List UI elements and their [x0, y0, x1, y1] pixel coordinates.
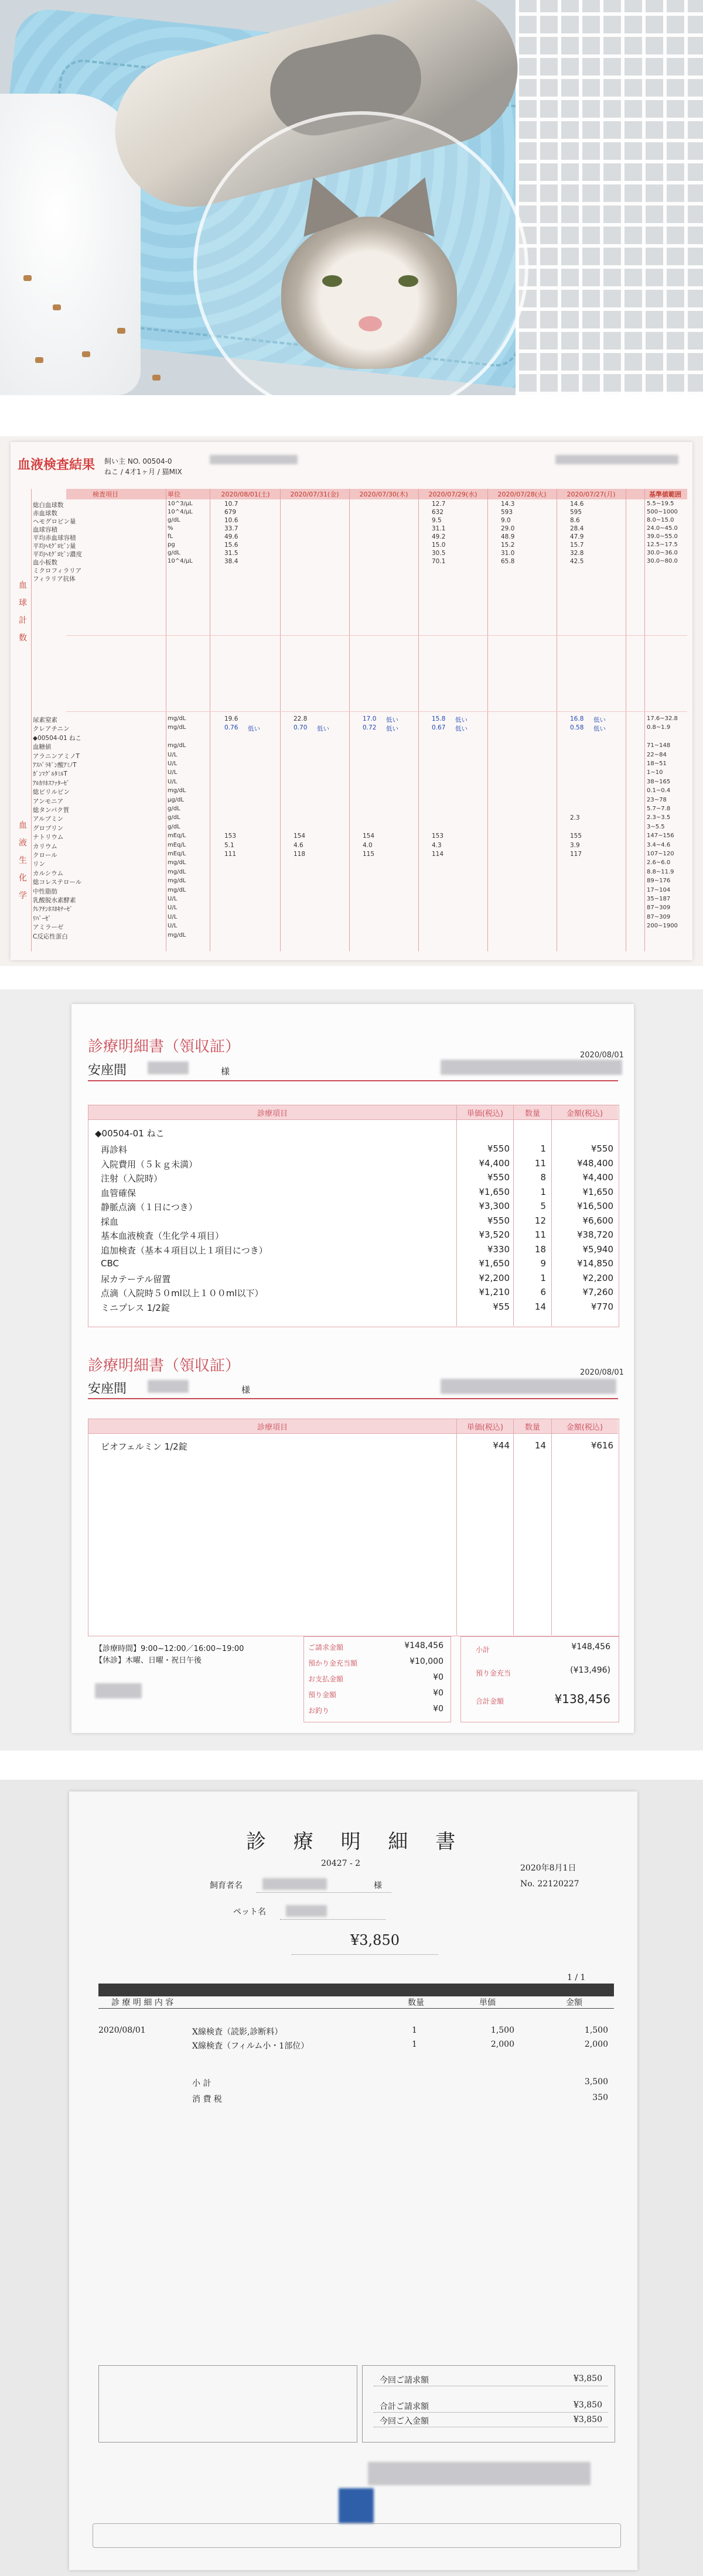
cage-wall — [516, 0, 703, 395]
test-item: リン — [33, 861, 45, 868]
line-amount: 1,500 — [584, 2026, 608, 2035]
test-unit: mg/dL — [168, 868, 186, 875]
test-item: ミクロフィラリア — [33, 567, 82, 574]
summary-label: 預り金額 — [308, 1691, 337, 1699]
test-item: 乳酸脱水素酵素 — [33, 897, 76, 904]
test-value: 593 — [501, 509, 513, 516]
low-flag: 低い — [386, 717, 398, 724]
reference-range: 17.6~32.8 — [647, 715, 678, 722]
test-item: 平均ﾍﾓｸﾞﾛﾋﾞﾝ量 — [33, 543, 76, 550]
report-title: 血液検査結果 — [18, 458, 95, 472]
test-value: 17.0 — [363, 715, 377, 722]
test-value: 47.9 — [570, 533, 584, 540]
test-item: 平均ﾍﾓｸﾞﾛﾋﾞﾝ濃度 — [33, 551, 82, 558]
item-amount: ¥4,400 — [582, 1172, 613, 1183]
reference-range: 2.6~6.0 — [647, 859, 671, 866]
item-qty: 6 — [540, 1287, 546, 1297]
xray-statement: 診 療 明 細 書 20427 - 2 2020年8月1日 No. 22120227 飼育者名 様 ペット名 ¥3,850 1 / 1 診 療 明 細 内 容 数量 単価 金額 2020/08/01 X線検査（読影,診断料） 1 1,500 1,500 X線検査（フィルム小・1部位） 1 2,000 2,000 小 計 3,500 消 費 税 350 今回ご請求額 ¥3,850 合計ご請求額 ¥3,850 今回ご入金額 ¥3,850 — [0, 1780, 703, 2576]
item-amount: ¥770 — [591, 1301, 613, 1312]
test-value: 118 — [294, 851, 306, 858]
item-price: ¥550 — [487, 1215, 510, 1226]
item-price: ¥55 — [493, 1301, 510, 1312]
item-price: ¥2,200 — [479, 1272, 510, 1283]
test-item: 総ビリルビン — [33, 789, 70, 796]
item-price: ¥3,300 — [479, 1201, 510, 1211]
test-item: ◆00504-01 ねこ — [33, 734, 81, 742]
test-item: アラニンアミノT — [33, 752, 80, 760]
item-price: ¥330 — [487, 1244, 510, 1255]
line-price: 1,500 — [490, 2026, 514, 2035]
item-qty: 8 — [540, 1172, 546, 1183]
test-value: 31.1 — [432, 525, 446, 532]
test-item: 血球容積 — [33, 526, 57, 533]
summary-label: お釣り — [308, 1707, 330, 1715]
reference-range: 71~148 — [647, 742, 671, 749]
test-value: 632 — [432, 509, 444, 516]
test-item: グロブリン — [33, 824, 64, 832]
test-unit: U/L — [168, 761, 178, 767]
summary-value: ¥148,456 — [404, 1641, 443, 1650]
reference-range: 200~1900 — [647, 923, 678, 930]
test-value: 4.6 — [294, 841, 303, 849]
item-amount: ¥7,260 — [582, 1287, 613, 1297]
item-name: 点滴（入院時５０ml以上１００ml以下） — [101, 1288, 264, 1299]
test-item: ｱﾙｶﾘﾎｽﾌｧﾀｰｾﾞ — [33, 779, 70, 787]
discount: (¥13,496) — [570, 1666, 610, 1675]
line-desc: X線検査（フィルム小・1部位） — [192, 2041, 309, 2051]
test-item: ヘモグロビン量 — [33, 518, 76, 525]
receipt-itemized: 診療明細書（領収証） 安座間 様 2020/08/01 診療項目 単価(税込) 数量 金額(税込) ◆00504-01 ねこ 再診料 ¥550 1 ¥550 入院費用（５ｋｇ未満） ¥4,400 11 ¥48,400 注射（入院時） ¥550 8 ¥4,400 血管確保 ¥1,650 1 ¥1,650 静脈点滴（１日につき） ¥3,300 5 ¥16,500 採血 ¥550 12 ¥6,600 基本血液検査（生化学４項目） ¥3,520 11 ¥38,720 追加検査（基本４項目以上１項目につき） ¥330 18 ¥5,940 CBC ¥1,650 9 ¥14,850 尿カテーテル留置 ¥2,200 1 ¥2,200 点滴（入院時５０ml以上１００ml以下） ¥1,210 6 ¥7,260 ミニプレス 1/2錠 ¥55 14 ¥770 診療明細書（領収証） 安座間 様 2020/08/01 診療項目 単価(税込) 数量 金額(税込) ビオフェルミン 1/2錠 ¥44 14 ¥616 【診療時間】9:00~12:00／16:00~19:00 【休診】木曜、日曜・祝日午後 ご請求金額 ¥148,456 預かり金充当額 ¥10,000 お支払金額 ¥0 預り金額 ¥0 お釣り ¥0 小計 ¥148,456 預り金充当 (¥13,496) 合計金額 ¥138,456 — [0, 989, 703, 1751]
item-price: ¥550 — [487, 1172, 510, 1183]
item-amount: ¥2,200 — [582, 1272, 613, 1283]
test-value: 31.0 — [501, 550, 515, 557]
test-item: C反応性蛋白 — [33, 933, 68, 940]
item-amount: ¥48,400 — [576, 1157, 613, 1169]
summary-value: ¥0 — [433, 1688, 443, 1698]
item-name: 血管確保 — [101, 1187, 136, 1198]
statement-date: 2020年8月1日 — [520, 1864, 576, 1873]
low-flag: 低い — [317, 725, 329, 733]
test-item: クレアチニン — [33, 725, 70, 733]
test-unit: U/L — [168, 751, 178, 758]
item-price: ¥4,400 — [479, 1157, 510, 1169]
test-item: ｶﾞﾝﾏｸﾞﾙﾀﾐﾙT — [33, 770, 67, 778]
test-value: 49.2 — [432, 533, 446, 540]
test-unit: U/L — [168, 896, 178, 902]
total-amount: ¥138,456 — [554, 1692, 610, 1706]
test-value: 114 — [432, 851, 444, 858]
test-item: 平均赤血球容積 — [33, 535, 76, 542]
item-qty: 14 — [534, 1301, 546, 1312]
summary-value: ¥0 — [433, 1673, 443, 1682]
reference-range: 8.0~15.0 — [647, 517, 674, 523]
test-item: ｸﾚｱﾁﾝﾎｽﾎｷﾅｰｾﾞ — [33, 906, 73, 913]
test-unit: 10^3/μL — [168, 501, 193, 507]
reference-range: 107~120 — [647, 851, 674, 857]
test-unit: mg/dL — [168, 715, 186, 722]
test-unit: U/L — [168, 913, 178, 920]
test-item: アルブミン — [33, 816, 64, 823]
test-item: クロール — [33, 852, 57, 859]
subtotal: ¥148,456 — [571, 1642, 610, 1652]
test-value: 0.70 — [294, 724, 308, 732]
low-flag: 低い — [593, 725, 606, 733]
test-value: 8.6 — [570, 517, 580, 524]
test-value: 10.6 — [224, 517, 238, 524]
test-value: 31.5 — [224, 550, 238, 557]
section-label-chem: 血液生化学 — [19, 821, 27, 900]
test-unit: g/dL — [168, 823, 180, 830]
test-unit: U/L — [168, 778, 178, 785]
item-qty: 5 — [540, 1201, 546, 1211]
test-value: 15.2 — [501, 542, 515, 549]
item-name: ミニプレス 1/2錠 — [101, 1302, 170, 1313]
test-unit: g/dL — [168, 517, 180, 523]
reference-range: 87~309 — [647, 905, 671, 912]
test-value: 3.9 — [570, 841, 580, 849]
item-name: 尿カテーテル留置 — [101, 1273, 171, 1284]
test-value: 4.0 — [363, 841, 373, 849]
low-flag: 低い — [386, 725, 398, 733]
test-unit: U/L — [168, 905, 178, 912]
line-qty: 1 — [412, 2040, 417, 2049]
reference-range: 8.8~11.9 — [647, 868, 674, 875]
reference-range: 22~84 — [647, 751, 667, 758]
item-name: 採血 — [101, 1216, 119, 1227]
test-unit: mg/dL — [168, 742, 186, 749]
section-label-cbc: 血球計数 — [19, 581, 27, 643]
line-amount: 2,000 — [584, 2040, 608, 2049]
item-amount: ¥16,500 — [576, 1201, 613, 1211]
test-unit: g/dL — [168, 550, 180, 556]
reference-range: 39.0~55.0 — [647, 533, 678, 540]
item-amount: ¥14,850 — [576, 1258, 613, 1269]
test-value: 28.4 — [570, 525, 584, 532]
cat-photo — [0, 0, 703, 395]
item-name: 追加検査（基本４項目以上１項目につき） — [101, 1245, 268, 1256]
test-value: 15.8 — [432, 715, 446, 722]
test-value: 65.8 — [501, 558, 515, 565]
date-header: 2020/07/31(金) — [290, 491, 339, 498]
item-amount: ¥6,600 — [582, 1215, 613, 1226]
summary-label: ご請求金額 — [308, 1643, 344, 1652]
test-item: 血糖値 — [33, 744, 52, 751]
test-value: 153 — [224, 833, 237, 840]
test-unit: mEq/L — [168, 833, 186, 840]
item-name: ビオフェルミン 1/2錠 — [101, 1441, 187, 1452]
test-unit: pg — [168, 542, 175, 548]
customer-name: 安座間 — [88, 1063, 127, 1078]
reference-range: 3.4~4.6 — [647, 841, 671, 848]
item-qty: 11 — [534, 1229, 546, 1240]
test-value: 0.58 — [570, 724, 584, 732]
test-value: 48.9 — [501, 533, 515, 540]
test-unit: mg/dL — [168, 931, 186, 938]
test-value: 0.67 — [432, 724, 446, 732]
item-amount: ¥5,940 — [582, 1244, 613, 1255]
line-desc: X線検査（読影,診断料） — [192, 2027, 283, 2037]
test-value: 12.7 — [432, 501, 446, 508]
test-value: 19.6 — [224, 715, 238, 722]
item-name: 再診料 — [101, 1145, 128, 1155]
item-price: ¥44 — [493, 1440, 510, 1451]
test-value: 117 — [570, 851, 582, 858]
item-amount: ¥38,720 — [576, 1229, 613, 1240]
reference-range: 147~156 — [647, 833, 674, 840]
test-value: 16.8 — [570, 715, 584, 722]
reference-range: 3~5.5 — [647, 823, 665, 830]
test-value: 679 — [224, 509, 237, 516]
test-unit: mg/dL — [168, 724, 186, 731]
receipt-title: 診療明細書（領収証） — [88, 1038, 241, 1056]
item-name: 静脈点滴（１日につき） — [101, 1202, 197, 1212]
test-value: 154 — [363, 833, 375, 840]
test-value: 10.7 — [224, 501, 238, 508]
test-value: 33.7 — [224, 525, 238, 532]
test-value: 115 — [363, 851, 375, 858]
test-item: カルシウム — [33, 869, 64, 877]
reference-range: 500~1000 — [647, 509, 678, 515]
test-value: 595 — [570, 509, 582, 516]
reference-range: 30.0~36.0 — [647, 550, 678, 556]
test-item: 総白血球数 — [33, 502, 64, 509]
date-header: 2020/07/30(木) — [359, 491, 408, 498]
reference-range: 17~104 — [647, 886, 671, 893]
statement-title: 診 療 明 細 書 — [246, 1830, 466, 1854]
item-amount: ¥1,650 — [582, 1186, 613, 1197]
test-unit: 10^4/μL — [168, 509, 193, 515]
test-unit: mEq/L — [168, 851, 186, 857]
reference-range: 38~165 — [647, 778, 671, 785]
clinic-logo — [339, 2488, 374, 2523]
test-unit: mEq/L — [168, 841, 186, 848]
receipt-title-2: 診療明細書（領収証） — [88, 1357, 241, 1375]
test-item: フィラリア抗体 — [33, 576, 76, 583]
reference-range: 87~309 — [647, 913, 671, 920]
reference-range: 30.0~80.0 — [647, 558, 678, 564]
test-unit: mg/dL — [168, 886, 186, 893]
test-value: 4.3 — [432, 841, 442, 849]
item-qty: 12 — [534, 1215, 546, 1226]
test-item: 中性脂肪 — [33, 888, 57, 895]
reference-range: 18~51 — [647, 761, 667, 767]
item-qty: 9 — [540, 1258, 546, 1269]
item-price: ¥1,650 — [479, 1186, 510, 1197]
test-value: 153 — [432, 833, 444, 840]
test-unit: g/dL — [168, 814, 180, 821]
cat-head — [281, 217, 457, 369]
item-price: ¥1,210 — [479, 1287, 510, 1297]
item-amount: ¥550 — [591, 1143, 613, 1154]
test-value: 154 — [294, 833, 306, 840]
blood-test-report: 血液検査結果 飼い主 NO. 00504-0 ねこ / 4才1ヶ月 / 猫MIX 検査項目 単位 2020/08/01(土) 2020/07/31(金) 2020/07/30(木) 2020/07/29(水) 2020/07/28(火) 2020/07/27(月) 基準値範囲 血球計数 血液生化学 総白血球数 10^3/μL 10.7 12.7 14.3 14.6 5.5~19.5 赤血球数 10^4/μL 679 632 593 595 500~1000 ヘモグロビン量 g/dL 10.6 9.5 9.0 8.6 8.0~15.0 血球容積 % 33.7 31.1 29.0 28.4 24.0~45.0 平均赤血球容積 fL 49.6 49.2 48.9 47.9 39.0~55.0 平均ﾍﾓｸﾞﾛﾋﾞﾝ量 pg 15.6 15.0 15.2 15.7 12.5~17.5 平均ﾍﾓｸﾞﾛﾋﾞﾝ濃度 g/dL 31.5 30.5 31.0 32.8 30.0~36.0 血小板数 10^4/μL 38.4 70.1 65.8 42.5 30.0~80.0 ミクロフィラリア フィラリア抗体 尿素窒素 mg/dL 19.6 22.8 17.0 低い 15.8 低い 16.8 低い 17.6~32.8 クレアチニン mg/dL 0.76 低い 0.70 低い 0.72 低い 0.67 低い 0.58 低い 0.8~1.9 ◆00504-01 ねこ 血糖値 mg/dL 71~148 アラニンアミノT U/L 22~84 ｱｽﾊﾟﾗｷﾞﾝ酸ｱﾐﾉT U/L 18~51 ｶﾞﾝﾏｸﾞﾙﾀﾐﾙT U/L 1~10 ｱﾙｶﾘﾎｽﾌｧﾀｰｾﾞ U/L 38~165 総ビリルビン mg/dL 0.1~0.4 アンモニア μg/dL 23~78 総タンパク質 g/dL 5.7~7.8 アルブミン g/dL 2.3 2.3~3.5 グロブリン g/dL 3~5.5 ナトリウム mEq/L 153 154 154 153 155 147~156 カリウム mEq/L 5.1 4.6 4.0 4.3 3.9 3.4~4.6 クロール mEq/L 111 118 115 114 117 107~120 リン mg/dL 2.6~6.0 カルシウム mg/dL 8.8~11.9 総コレステロール mg/dL 89~176 中性脂肪 mg/dL 17~104 乳酸脱水素酵素 U/L 35~187 ｸﾚｱﾁﾝﾎｽﾎｷﾅｰｾﾞ U/L 87~309 ﾘﾊﾟｰｾﾞ U/L 87~309 アミラーゼ U/L 200~1900 C反応性蛋白 mg/dL — [0, 436, 703, 966]
test-value: 5.1 — [224, 841, 234, 849]
line-price: 2,000 — [490, 2040, 514, 2049]
test-value: 22.8 — [294, 715, 308, 722]
test-item: 赤血球数 — [33, 510, 57, 517]
item-qty: 1 — [540, 1143, 546, 1154]
item-price: ¥1,650 — [479, 1258, 510, 1269]
test-value: 29.0 — [501, 525, 515, 532]
test-value: 9.0 — [501, 517, 511, 524]
item-price: ¥550 — [487, 1143, 510, 1154]
reference-range: 0.1~0.4 — [647, 787, 671, 794]
test-item: ナトリウム — [33, 834, 64, 841]
test-value: 38.4 — [224, 558, 238, 565]
test-item: 総コレステロール — [33, 879, 82, 886]
item-name: 注射（入院時） — [101, 1173, 163, 1184]
test-unit: g/dL — [168, 806, 180, 812]
line-qty: 1 — [412, 2026, 417, 2035]
item-name: CBC — [101, 1258, 119, 1269]
summary-label: お支払金額 — [308, 1675, 344, 1683]
test-value: 0.72 — [363, 724, 377, 732]
reference-range: 23~78 — [647, 796, 667, 803]
test-unit: U/L — [168, 923, 178, 930]
item-name: 入院費用（５ｋｇ未満） — [101, 1159, 198, 1170]
item-qty: 11 — [534, 1157, 546, 1169]
statement-no: No. 22120227 — [520, 1879, 579, 1889]
low-flag: 低い — [248, 725, 260, 733]
test-item: アンモニア — [33, 797, 64, 805]
test-value: 9.5 — [432, 517, 442, 524]
test-item: 総タンパク質 — [33, 807, 70, 814]
reference-range: 12.5~17.5 — [647, 542, 678, 548]
test-unit: % — [168, 525, 173, 532]
test-value: 14.6 — [570, 501, 584, 508]
low-flag: 低い — [593, 717, 606, 724]
item-amount: ¥616 — [591, 1440, 613, 1451]
test-item: 尿素窒素 — [33, 717, 57, 724]
reference-range: 1~10 — [647, 769, 663, 776]
date-header: 2020/07/29(水) — [428, 491, 477, 498]
test-value: 155 — [570, 833, 582, 840]
test-unit: μg/dL — [168, 796, 184, 803]
item-qty: 14 — [534, 1440, 546, 1451]
reference-range: 2.3~3.5 — [647, 814, 671, 821]
test-value: 2.3 — [570, 814, 580, 822]
test-item: カリウム — [33, 842, 57, 850]
test-value: 14.3 — [501, 501, 515, 508]
test-value: 111 — [224, 851, 237, 858]
test-unit: 10^4/μL — [168, 558, 193, 564]
test-item: アミラーゼ — [33, 924, 64, 931]
reference-range: 0.8~1.9 — [647, 724, 671, 731]
test-value: 0.76 — [224, 724, 238, 732]
reference-range: 35~187 — [647, 896, 671, 902]
date-header: 2020/08/01(土) — [221, 491, 270, 498]
item-qty: 1 — [540, 1186, 546, 1197]
test-value: 30.5 — [432, 550, 446, 557]
item-qty: 1 — [540, 1272, 546, 1283]
test-unit: mg/dL — [168, 787, 186, 794]
test-value: 15.6 — [224, 542, 238, 549]
test-item: ｱｽﾊﾟﾗｷﾞﾝ酸ｱﾐﾉT — [33, 762, 77, 769]
date-header: 2020/07/28(火) — [497, 491, 547, 498]
test-value: 42.5 — [570, 558, 584, 565]
test-unit: mg/dL — [168, 859, 186, 866]
test-value: 70.1 — [432, 558, 446, 565]
test-value: 15.7 — [570, 542, 584, 549]
test-unit: U/L — [168, 769, 178, 776]
reference-range: 89~176 — [647, 878, 671, 885]
date-header: 2020/07/27(月) — [567, 491, 616, 498]
test-unit: mg/dL — [168, 878, 186, 885]
reference-range: 5.5~19.5 — [647, 501, 674, 507]
test-item: ﾘﾊﾟｰｾﾞ — [33, 914, 52, 922]
statement-amount: ¥3,850 — [350, 1932, 400, 1948]
item-name: 基本血液検査（生化学４項目） — [101, 1231, 224, 1241]
item-qty: 18 — [534, 1244, 546, 1255]
summary-label: 預かり金充当額 — [308, 1659, 358, 1667]
low-flag: 低い — [455, 717, 467, 724]
summary-value: ¥10,000 — [409, 1657, 443, 1666]
receipt-date: 2020/08/01 — [580, 1051, 624, 1060]
reference-range: 5.7~7.8 — [647, 806, 671, 812]
test-item: 血小板数 — [33, 559, 57, 566]
test-value: 32.8 — [570, 550, 584, 557]
low-flag: 低い — [455, 725, 467, 733]
summary-value: ¥0 — [433, 1704, 443, 1714]
test-value: 49.6 — [224, 533, 238, 540]
test-value: 15.0 — [432, 542, 446, 549]
test-unit: fL — [168, 533, 173, 540]
item-price: ¥3,520 — [479, 1229, 510, 1240]
reference-range: 24.0~45.0 — [647, 525, 678, 532]
